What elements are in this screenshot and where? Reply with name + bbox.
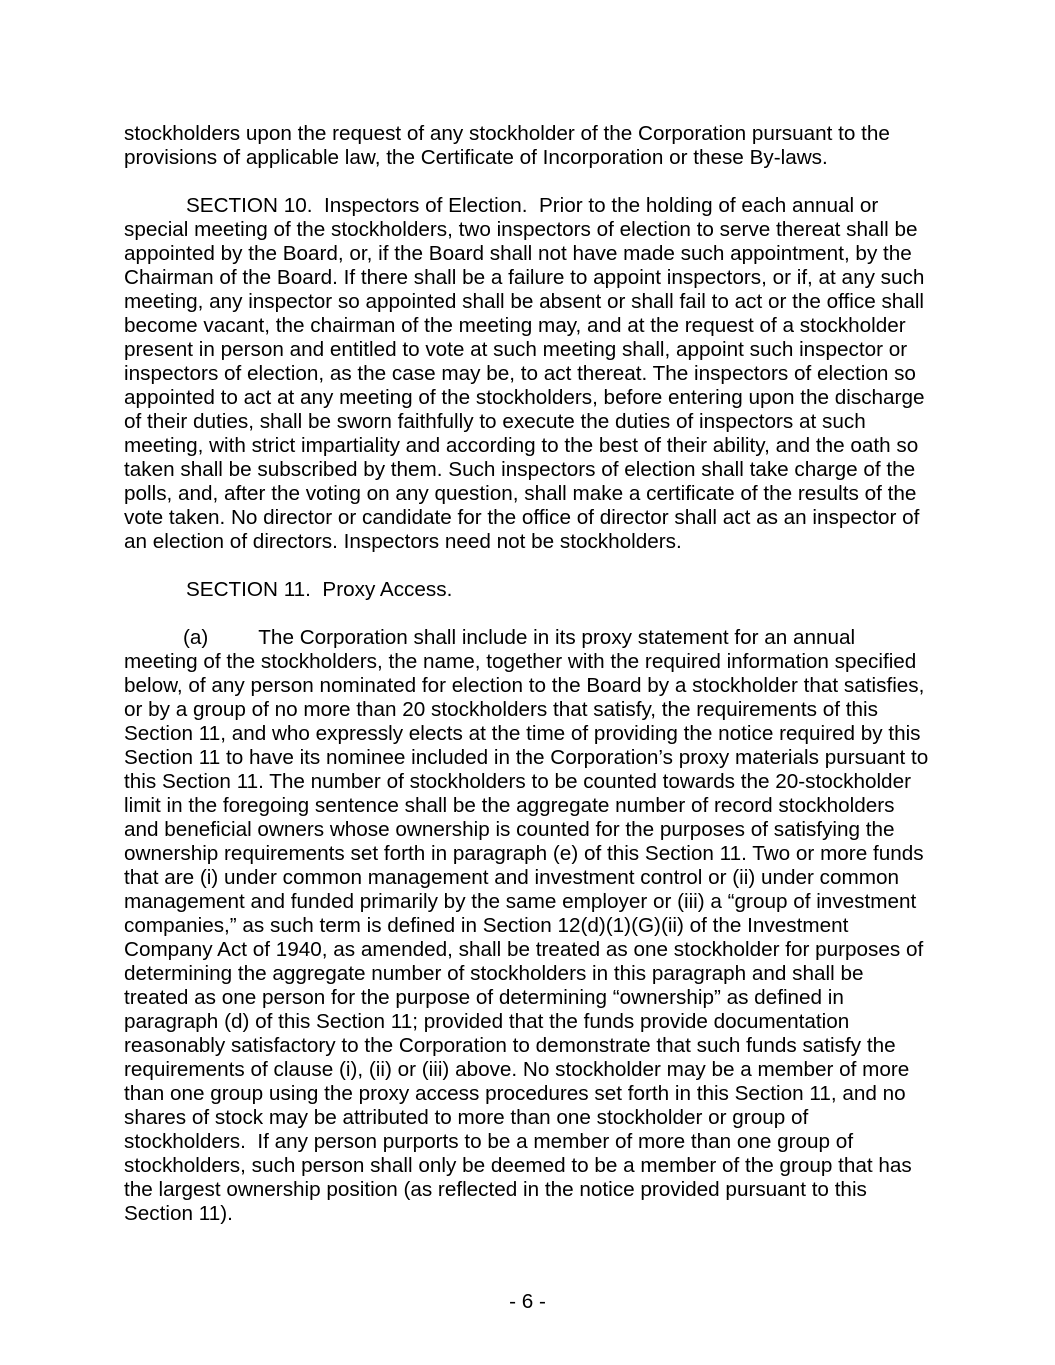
paragraph-a-label: (a) (183, 626, 209, 649)
section-11-heading: SECTION 11. Proxy Access. (186, 578, 453, 601)
section-11-paragraph-a (124, 626, 933, 1226)
document-body (124, 122, 933, 1250)
paragraph-a-text: The Corporation shall include in its proxy statement for an annual meeting of the stockholders, the name, together with the required information specified below, of any person nominated for election to the Board by a stockholder that satisfies, or by a group of no more than 20 stockholders that satisfy, the requirements of this Section 11, and who expressly elects at the time of providing the notice required by this Section 11 to have its nominee included in the Corporation’s proxy materials pursuant to this Section 11. The number of stockholders to be counted towards the 20-stockholder limit in the foregoing sentence shall be the aggregate number of record stockholders and beneficial owners whose ownership is counted for the purposes of satisfying the ownership requirements set forth in paragraph (e) of this Section 11. Two or more funds that are (i) under common management and investment control or (ii) under common management and funded primarily by the same employer or (iii) a “group of investment companies,” as such term is defined in Section 12(d)(1)(G)(ii) of the Investment Company Act of 1940, as amended, shall be treated as one stockholder for purposes of determining the aggregate number of stockholders in this paragraph and shall be treated as one person for the purpose of determining “ownership” as defined in paragraph (d) of this Section 11; provided that the funds provide documentation reasonably satisfactory to the Corporation to demonstrate that such funds satisfy the requirements of clause (i), (ii) or (iii) above. No stockholder may be a member of more than one group using the proxy access procedures set forth in this Section 11, and no shares of stock may be attributed to more than one stockholder or group of stockholders. If any person purports to be a member of more than one group of stockholders, such person shall only be deemed to be a member of the group that has the largest ownership position (as reflected in the notice provided pursuant to this Section 11). (124, 626, 934, 1225)
continuation-paragraph: stockholders upon the request of any stockholder of the Corporation pursuant to the provisions of applicable law, the Certificate of Incorporation or these By-laws. (124, 122, 896, 169)
page-number: - 6 - (509, 1290, 546, 1313)
section-10-paragraph: SECTION 10. Inspectors of Election. Prior to the holding of each annual or special meeting of the stockholders, two inspectors of election to serve thereat shall be appointed by the Board, or, if the Board shall not have made such appointment, by the Chairman of the Board. If there shall be a failure to appoint inspectors, or if, at any such meeting, any inspector so appointed shall be absent or shall fail to act or the office shall become vacant, the chairman of the meeting may, and at the request of a stockholder present in person and entitled to vote at such meeting shall, appoint such inspector or inspectors of election, as the case may be, to act thereat. The inspectors of election so appointed to act at any meeting of the stockholders, before entering upon the discharge of their duties, shall be sworn faithfully to execute the duties of inspectors at such meeting, with strict impartiality and according to the best of their ability, and the oath so taken shall be subscribed by them. Such inspectors of election shall take charge of the polls, and, after the voting on any question, shall make a certificate of the results of the vote taken. No director or candidate for the office of director shall act as an inspector of an election of directors. Inspectors need not be stockholders. (124, 194, 931, 553)
